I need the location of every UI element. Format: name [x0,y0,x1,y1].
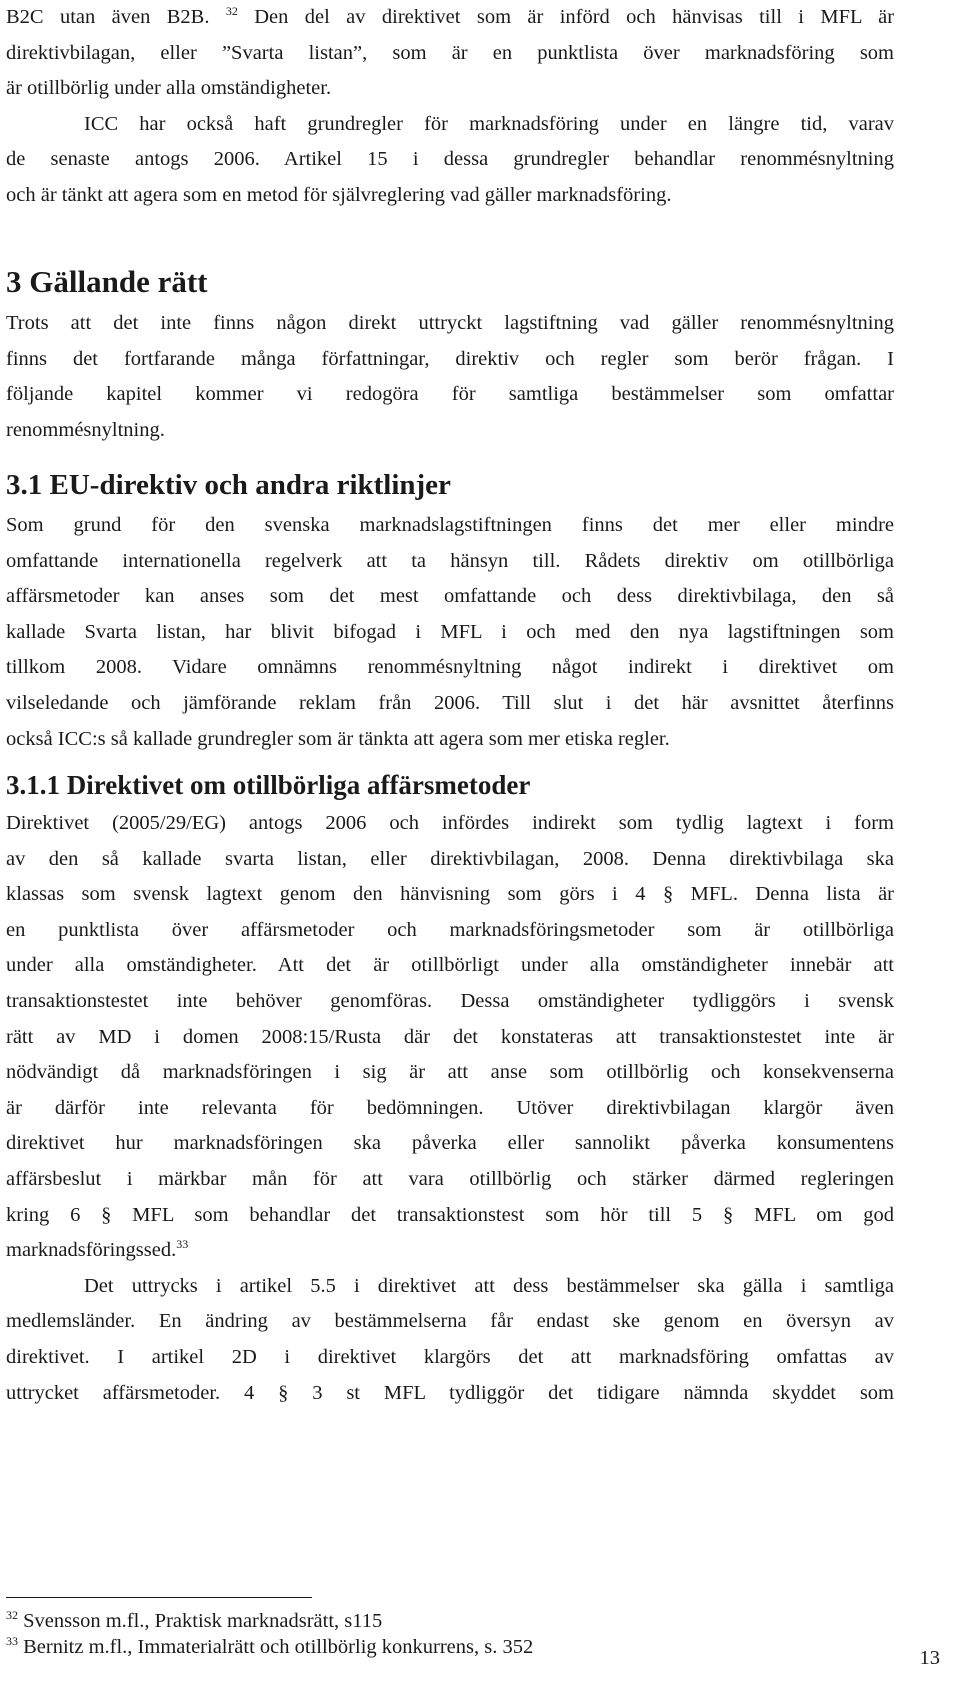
text-line: tillkom 2008. Vidare omnämns renommésnyltning något indirekt i direktivet om [6,656,894,679]
text-line: Direktivet (2005/29/EG) antogs 2006 och infördes indirekt som tydlig lagtext i form [6,812,894,834]
footnote-32 [6,1608,382,1634]
text-line: medlemsländer. En ändring av bestämmelserna får endast ske genom en översyn av [6,1310,894,1333]
text-line: ICC har också haft grundregler för marknadsföring under en längre tid, varav [84,112,894,135]
text-line: Trots att det inte finns någon direkt uttryckt lagstiftning vad gäller renommésnyltning [6,312,894,334]
text-line: direktivet. I artikel 2D i direktivet klargörs det att marknadsföring omfattas av [6,1345,894,1368]
text-line: de senaste antogs 2006. Artikel 15 i dessa grundregler behandlar renommésnyltning [6,148,894,171]
text-line: transaktionstestet inte behöver genomföras. Dessa omständigheter tydliggörs i svensk [6,989,894,1012]
section-paragraph [6,306,894,448]
text-line: vilseledande och jämförande reklam från 2006. Till slut i det här avsnittet återfinns [6,691,894,714]
footnote-number: 33 [6,1634,18,1649]
footnote-text: Svensson m.fl., Praktisk marknadsrätt, s115 [23,1610,383,1632]
text-line: också ICC:s så kallade grundregler som är tänkta att agera som mer etiska regler. [6,727,670,750]
text-line: en punktlista över affärsmetoder och marknadsföringsmetoder som är otillbörliga [6,918,894,941]
text-line: affärsmetoder kan anses som det mest omfattande och dess direktivbilaga, den så [6,585,894,608]
text-line: finns det fortfarande många författningar, direktiv och regler som berör frågan. I [6,347,894,370]
text-line: renommésnyltning. [6,418,165,441]
footnote-divider [6,1597,312,1598]
text-line: Som grund för den svenska marknadslagstiftningen finns det mer eller mindre [6,514,894,536]
text-line: rätt av MD i domen 2008:15/Rusta där det konstateras att transaktionstestet inte är [6,1025,894,1048]
text-line: omfattande internationella regelverk att ta hänsyn till. Rådets direktiv om otillbörliga [6,549,894,572]
section-paragraph [6,508,894,757]
footnote-ref[interactable]: 32 [225,4,238,19]
footnote-text: Bernitz m.fl., Immaterialrätt och otillbörlig konkurrens, s. 352 [23,1636,534,1658]
text-line: uttrycket affärsmetoder. 4 § 3 st MFL tydliggör det tidigare nämnda skyddet som [6,1381,894,1404]
text-line: direktivbilagan, eller ”Svarta listan”, som är en punktlista över marknadsföring som [6,41,894,64]
text-line: kallade Svarta listan, har blivit bifogad i MFL i och med den nya lagstiftningen som [6,620,894,643]
intro-paragraph [6,0,894,214]
text-line: marknadsföringssed.$^{33}$ [6,1237,189,1262]
section-paragraph [6,806,894,1411]
text-line: och är tänkt att agera som en metod för självreglering vad gäller marknadsföring. [6,183,672,206]
footnote-number: 32 [6,1608,18,1623]
footnote-ref[interactable]: 33 [176,1237,189,1252]
subsubsection-heading: 3.1.1 Direktivet om otillbörliga affärsmetoder [6,770,531,800]
text-line: affärsbeslut i märkbar mån för att vara otillbörlig och stärker därmed regleringen [6,1167,894,1190]
text-line: nödvändigt då marknadsföringen i sig är att anse som otillbörlig och konsekvenserna [6,1061,894,1084]
text-line: kring 6 § MFL som behandlar det transaktionstest som hör till 5 § MFL om god [6,1203,894,1226]
page-number: 13 [919,1647,940,1669]
text-line: direktivet hur marknadsföringen ska påverka eller sannolikt påverka konsumentens [6,1132,894,1155]
text-line: under alla omständigheter. Att det är otillbörligt under alla omständigheter innebär att [6,954,894,977]
text-line: klassas som svensk lagtext genom den hänvisning som görs i 4 § MFL. Denna lista är [6,883,894,906]
text-line: B2C utan även B2B. $^{32}$ Den del av direktivet som är införd och hänvisas till i MFL är [6,4,895,28]
text-line: Det uttrycks i artikel 5.5 i direktivet att dess bestämmelser ska gälla i samtliga [84,1274,894,1297]
text-line: är otillbörlig under alla omständigheter. [6,77,332,100]
text-line: av den så kallade svarta listan, eller direktivbilagan, 2008. Denna direktivbilaga ska [6,847,894,870]
text-line: följande kapitel kommer vi redogöra för samtliga bestämmelser som omfattar [6,383,894,406]
subsection-heading: 3.1 EU-direktiv och andra riktlinjer [6,469,451,501]
footnote-33 [6,1634,533,1660]
text-line: är därför inte relevanta för bedömningen. Utöver direktivbilagan klargör även [6,1096,894,1119]
section-heading: 3 Gällande rätt [6,264,208,299]
